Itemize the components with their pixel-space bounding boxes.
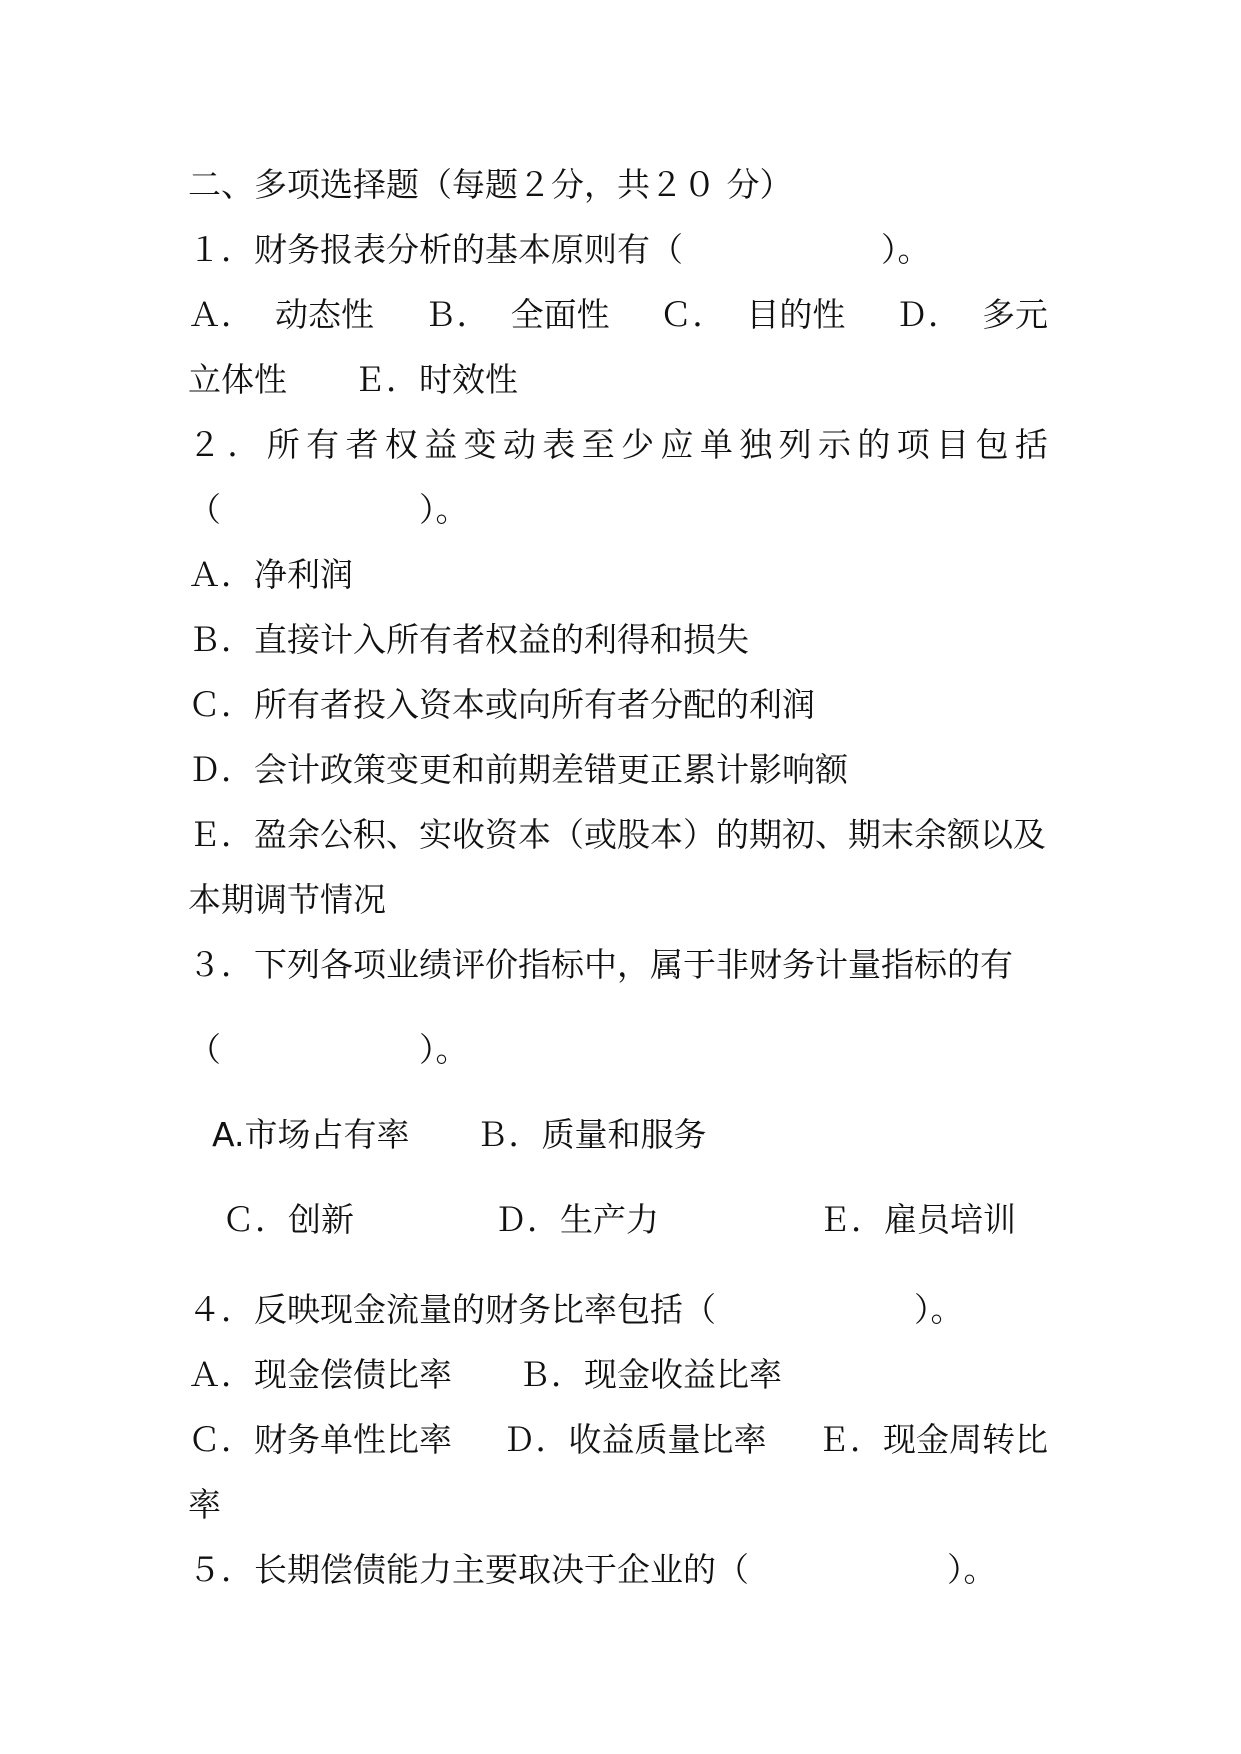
stem-char: 示 [818,425,851,464]
stem-char: 括 [1014,425,1048,464]
stem-char: 表 [542,425,576,464]
option-d: Ｄ．收益质量比率 [502,1420,767,1459]
stem-char: 的 [857,425,891,464]
stem-char: 单 [699,425,733,464]
option-c: Ｃ．创新 [222,1200,354,1239]
question-4-options-line-2 [188,1420,1048,1460]
question-2-answer-blank: （ ）。 [188,490,469,529]
option-d: Ｄ．生产力 [494,1200,659,1239]
option-a: Ａ． 动态性 [188,295,374,334]
stem-char: 者 [345,425,379,464]
question-1-stem: １．财务报表分析的基本原则有（ ）。 [188,230,931,269]
question-1-options-line-1 [188,295,1048,335]
stem-char: 包 [975,425,1009,464]
question-4-options-line-1: Ａ．现金偿债比率 Ｂ．现金收益比率 [188,1355,782,1394]
option-e: Ｅ．现金周转比 [817,1420,1048,1459]
stem-char: 动 [503,425,536,464]
question-5-stem: ５．长期偿债能力主要取决于企业的（ ）。 [188,1550,997,1589]
option-a: Ａ．净利润 [188,555,353,594]
stem-char: ２ [188,425,221,464]
question-3-answer-blank: （ ）。 [188,1030,469,1069]
option-b: Ｂ． 全面性 [423,295,610,334]
stem-char: 变 [463,425,497,464]
stem-char: 列 [778,425,812,464]
stem-char: 至 [581,425,615,464]
option-e: Ｅ．雇员培训 [818,1200,1016,1239]
stem-char: 目 [936,425,970,464]
section-title: 二、多项选择题（每题２分，共２０ 分） [188,165,793,204]
stem-char: 有 [306,425,340,464]
option-c: Ｃ． 目的性 [659,295,846,334]
question-1-options-line-2: 立体性 Ｅ．时效性 [188,360,518,399]
stem-char: 独 [739,425,773,464]
option-c: Ｃ．所有者投入资本或向所有者分配的利润 [188,685,815,724]
question-3-stem: ３．下列各项业绩评价指标中，属于非财务计量指标的有 [188,945,1013,984]
stem-char: 项 [896,425,930,464]
option-e: Ｅ．盈余公积、实收资本（或股本）的期初、期末余额以及 [188,815,1046,854]
option-e-continued: 本期调节情况 [188,880,386,919]
stem-char: 所 [266,425,300,464]
stem-char: 应 [660,425,694,464]
question-4-stem: ４．反映现金流量的财务比率包括（ ）。 [188,1290,964,1329]
question-2-stem [188,425,1048,465]
stem-char: ． [227,425,261,464]
option-b: Ｂ．直接计入所有者权益的利得和损失 [188,620,749,659]
stem-char: 权 [384,425,418,464]
option-c: Ｃ．财务单性比率 [188,1420,452,1459]
question-3-options-line-1: A.市场占有率 Ｂ．质量和服务 [212,1115,707,1154]
stem-char: 益 [424,425,458,464]
option-e-continued: 率 [188,1485,221,1524]
option-d: Ｄ．会计政策变更和前期差错更正累计影响额 [188,750,848,789]
stem-char: 少 [621,425,655,464]
option-d: Ｄ． 多元 [895,295,1048,334]
